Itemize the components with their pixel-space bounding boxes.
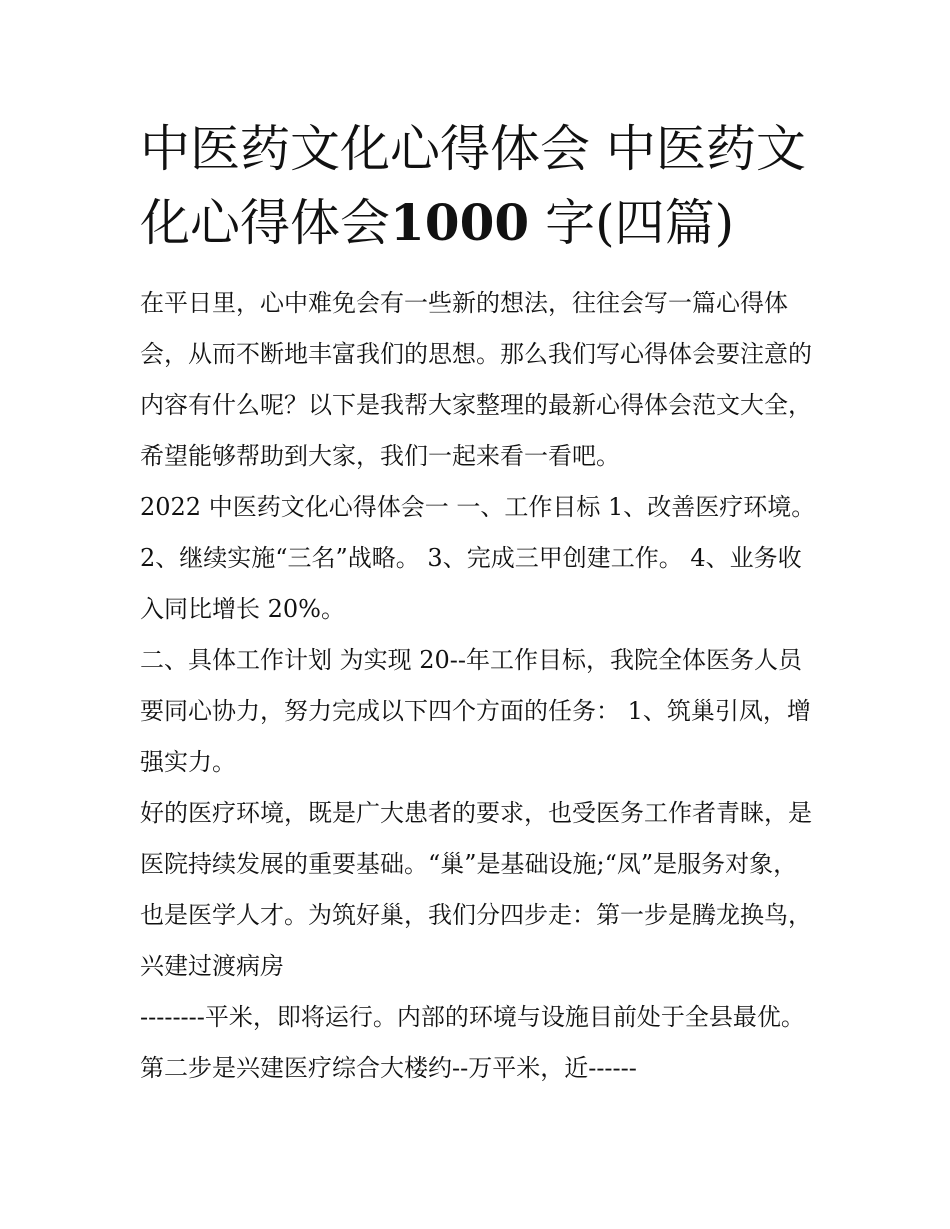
title-number: 1000 (390, 193, 530, 252)
paragraph-intro: 在平日里，心中难免会有一些新的想法，往往会写一篇心得体会，从而不断地丰富我们的思想。那么我们写心得体会要注意的内容有什么呢？以下是我帮大家整理的最新心得体会范文大全，希望能够帮助到大家，我们一起来看一看吧。 (140, 289, 812, 470)
paragraph-goals: 2022 中医药文化心得体会一 一、工作目标 1、改善医疗环境。 2、继续实施“三名”战略。 3、完成三甲创建工作。 4、业务收入同比增长 20%。 (140, 493, 816, 623)
title-suffix: 字(四篇) (529, 194, 735, 252)
paragraph-plan: 二、具体工作计划 为实现 20--年工作目标，我院全体医务人员要同心协力，努力完成以下四个方面的任务： 1、筑巢引凤，增强实力。 (140, 646, 811, 776)
title-text: 中医药文化心得体会 中医药文化心得体会 (140, 120, 806, 252)
paragraph-construction: --------平米，即将运行。内部的环境与设施目前处于全县最优。第二步是兴建医疗综合大楼约--万平米，近------ (140, 1003, 805, 1082)
paragraph-environment: 好的医疗环境，既是广大患者的要求，也受医务工作者青睐，是医院持续发展的重要基础。“巢”是基础设施;“凤”是服务对象，也是医学人才。为筑好巢，我们分四步走：第一步是腾龙换鸟，兴建过渡病房 (140, 799, 812, 980)
document-body (140, 278, 820, 1094)
document-title (140, 112, 820, 260)
